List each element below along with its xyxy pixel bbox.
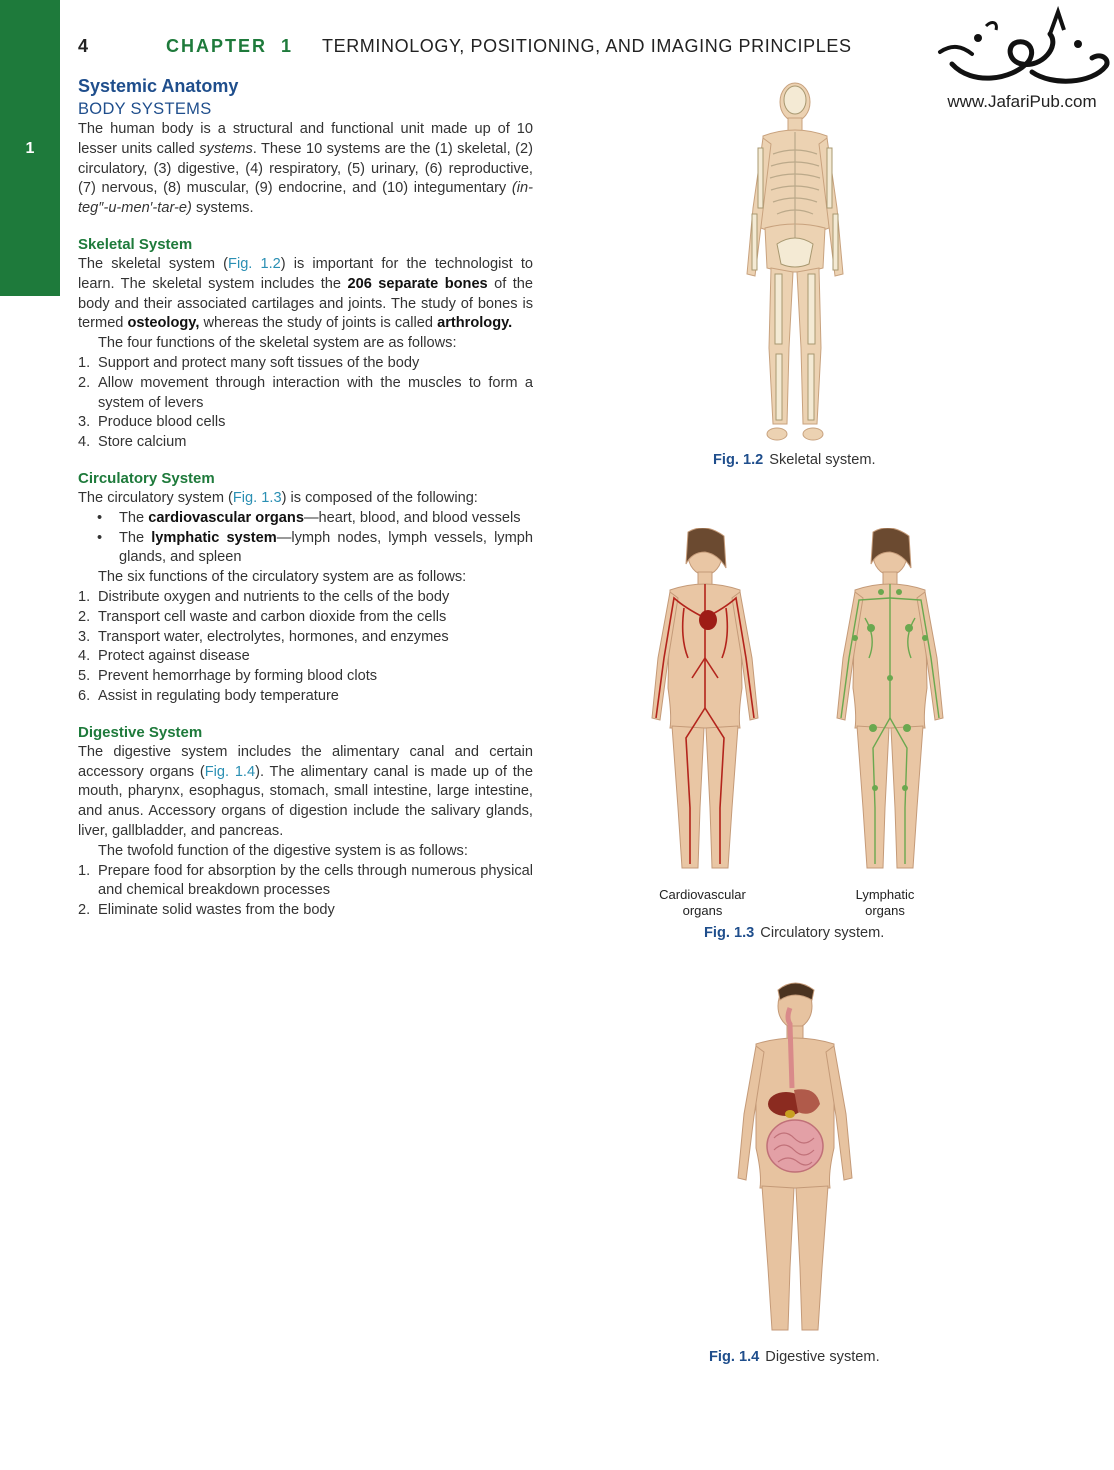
side-tab-number: 1 [25, 140, 35, 157]
fig-1-4-link[interactable]: Fig. 1.4 [204, 763, 256, 780]
fig-1-3-label: Fig. 1.3 [704, 925, 755, 941]
section-subtitle: BODY SYSTEMS [78, 100, 212, 118]
calligraphy-logo-icon [932, 6, 1112, 90]
section-title: Systemic Anatomy [78, 76, 239, 96]
publisher-logo [932, 6, 1112, 116]
list-item: 2. Allow movement through interaction with the muscles to form a system of levers [78, 374, 533, 411]
list-item: 6. Assist in regulating body temperature [78, 687, 339, 704]
fig-1-2-caption-text: Skeletal system. [769, 452, 876, 468]
skeleton-illustration-icon [725, 78, 865, 446]
chapter-title: TERMINOLOGY, POSITIONING, AND IMAGING PRINCIPLES [322, 36, 852, 56]
list-item: 1. Distribute oxygen and nutrients to the cells of the body [78, 588, 450, 605]
list-item: 2. Eliminate solid wastes from the body [78, 902, 335, 919]
list-item: 4. Store calcium [78, 434, 187, 451]
page-number: 4 [78, 36, 89, 56]
circulatory-functions-list [78, 588, 533, 707]
fig-1-4-caption-text: Digestive system. [765, 1349, 880, 1365]
cardiovascular-organs-label: Cardiovascular organs [659, 887, 746, 918]
bullet-item: • The lymphatic system—lymph nodes, lymph vessels, lymph glands, and spleen [97, 529, 533, 566]
circulatory-heading: Circulatory System [78, 469, 215, 487]
chapter-number: 1 [281, 36, 294, 56]
skeletal-heading: Skeletal System [78, 235, 193, 253]
cardiovascular-figure-icon [640, 528, 770, 880]
bullet-item: • The cardiovascular organs—heart, blood, and blood vessels [97, 509, 521, 526]
body-text-column [78, 74, 533, 921]
list-item: 2. Transport cell waste and carbon dioxide from the cells [78, 608, 447, 625]
list-item: 1. Support and protect many soft tissues of the body [78, 354, 420, 371]
figure-1-3-cardiovascular [640, 528, 770, 880]
fig-1-3-link[interactable]: Fig. 1.3 [232, 489, 282, 506]
chapter-word: CHAPTER [166, 36, 268, 56]
circulatory-lead: The six functions of the circulatory system are as follows: [98, 569, 467, 586]
running-header [78, 36, 858, 60]
skeletal-functions-list [78, 354, 533, 453]
fig-1-3-caption-text: Circulatory system. [760, 925, 885, 941]
list-item: 4. Protect against disease [78, 648, 250, 665]
logo-url: www.JafariPub.com [947, 92, 1097, 111]
fig-1-4-label: Fig. 1.4 [709, 1349, 760, 1365]
fig-1-2-label: Fig. 1.2 [713, 452, 764, 468]
figure-1-4-caption [709, 1349, 880, 1365]
skeletal-paragraph: The skeletal system (Fig. 1.2) is important for the technologist to learn. The skeletal system includes the 206 separate bones of the body and their associated cartilages and joints. The study of bones is termed osteology, whereas the study of joints is called arthrology. [78, 255, 534, 332]
figure-1-2-skeletal [725, 78, 865, 446]
figure-1-3-lymphatic [825, 528, 955, 880]
chapter-label [166, 36, 293, 57]
lymphatic-figure-icon [825, 528, 955, 880]
list-item: 3. Produce blood cells [78, 414, 226, 431]
circulatory-bullets [78, 509, 533, 568]
list-item: 5. Prevent hemorrhage by forming blood clots [78, 668, 378, 685]
list-item: 3. Transport water, electrolytes, hormones, and enzymes [78, 628, 449, 645]
figure-1-3-caption [704, 925, 884, 941]
figure-1-4-digestive [728, 978, 862, 1346]
skeletal-lead: The four functions of the skeletal system are as follows: [98, 335, 457, 352]
circulatory-paragraph: The circulatory system (Fig. 1.3) is composed of the following: [78, 489, 478, 506]
fig-1-2-link[interactable]: Fig. 1.2 [228, 255, 281, 272]
chapter-side-tab [0, 0, 60, 296]
list-item: 1. Prepare food for absorption by the cells through numerous physical and chemical breakdown processes [78, 862, 533, 899]
digestive-lead: The twofold function of the digestive system is as follows: [98, 842, 468, 859]
lymphatic-organs-label: Lymphatic organs [855, 887, 915, 918]
figure-1-2-caption [713, 452, 876, 468]
digestive-functions-list [78, 862, 533, 921]
digestive-heading: Digestive System [78, 723, 203, 741]
digestive-figure-icon [728, 978, 862, 1346]
intro-paragraph: The human body is a structural and functional unit made up of 10 lesser units called systems. These 10 systems are the (1) skeletal, (2) circulatory, (3) digestive, (4) respiratory, (5) urinary, (6) reproductive, (7) nervous, (8) muscular, (9) endocrine, and (10) integumentary (in-teg″-u-men′-tar-e) systems. [78, 121, 533, 217]
digestive-paragraph: The digestive system includes the alimentary canal and certain accessory organs (Fig. 1.4). The alimentary canal is made up of the mouth, pharynx, esophagus, stomach, small intestine, large intestine, and anus. Accessory organs of digestion include the salivary glands, liver, gallbladder, and pancreas. [78, 743, 533, 839]
